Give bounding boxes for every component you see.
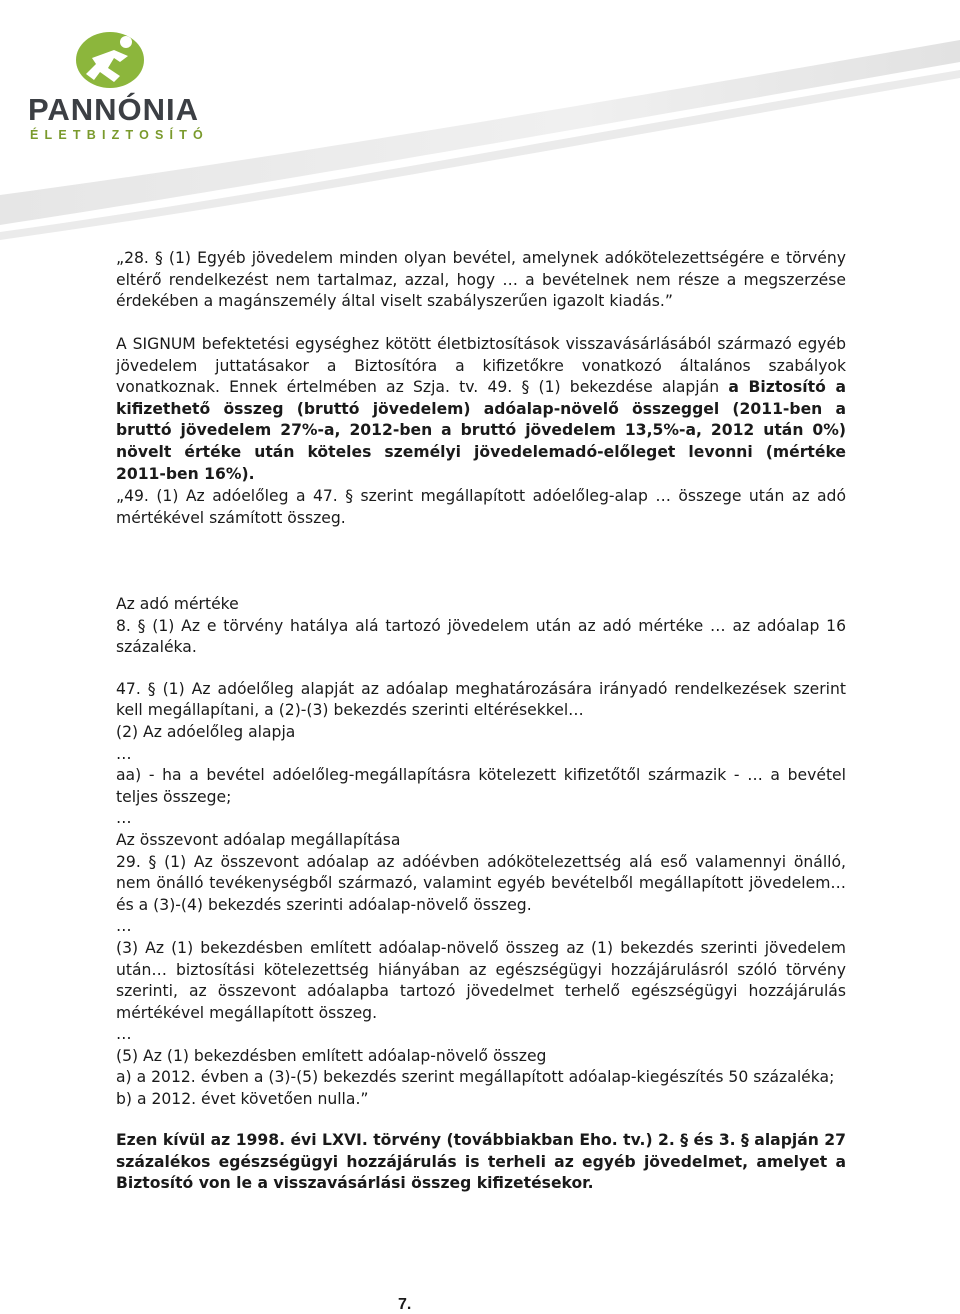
running-figure-icon: [70, 28, 150, 90]
spacer: [116, 659, 846, 679]
logo-subtitle: ÉLETBIZTOSÍTÓ: [30, 128, 209, 142]
item-a: a) a 2012. évben a (3)-(5) bekezdés szerint megállapított adóalap-kiegészítés 50 százaléka;: [116, 1068, 835, 1087]
heading-tax-rate: Az adó mértéke: [116, 595, 239, 613]
page-number: 7.: [398, 1296, 412, 1313]
ellipsis: …: [116, 917, 132, 936]
signum-paragraph: [116, 334, 846, 485]
section-8: 8. § (1) Az e törvény hatálya alá tartozó jövedelem után az adó mértéke … az adóalap 16 százaléka.: [116, 616, 846, 657]
law-excerpt: [116, 594, 846, 1111]
ellipsis: …: [116, 809, 132, 828]
clause-aa: aa) - ha a bevétel adóelőleg-megállapításra kötelezett kifizetőtől származik - … a bevétel teljes összege;: [116, 766, 846, 806]
section-47: 47. § (1) Az adóelőleg alapját az adóalap meghatározására irányadó rendelkezések szerint kell megállapítani, a (2)-(3) bekezdés szerinti eltérésekkel…: [116, 679, 846, 720]
section-29: 29. § (1) Az összevont adóalap az adóévben adókötelezettség alá eső valamennyi önálló, nem önálló tevékenységből származó, valamint egyéb bevételből megállapított jövedelem… és a (3)-(4) bekezdés szerinti adóalap-növelő összeg.: [116, 852, 846, 914]
subsection-5: (5) Az (1) bekezdésben említett adóalap-növelő összeg: [116, 1046, 547, 1065]
signum-paragraph-text: A SIGNUM befektetési egységhez kötött életbiztosítások visszavásárlásából származó egyéb jövedelem juttatásakor a Biztosítóra a kifizetőkre vonatkozó általános szabályok vonatkoznak. Ennek értelmében az Szja. tv. 49. § (1) bekezdése alapján: [116, 335, 846, 397]
subsection-2: (2) Az adóelőleg alapja: [116, 722, 296, 741]
heading-combined-base: Az összevont adóalap megállapítása: [116, 830, 401, 849]
health-contribution-paragraph: [116, 1130, 846, 1195]
ellipsis: …: [116, 744, 132, 763]
logo-wordmark: PANNÓNIA: [28, 92, 200, 127]
item-b: b) a 2012. évet követően nulla.”: [116, 1090, 369, 1109]
subsection-3: (3) Az (1) bekezdésben említett adóalap-növelő összeg az (1) bekezdés szerinti jövedelem után… biztosítási kötelezettség hiányában az egészségügyi hozzájárulásról szóló törvény szerinti, az összevont adóalapba tartozó jövedelmet terhelő egészségügyi hozzájárulás mértékével megállapított összeg.: [116, 938, 846, 1022]
quote-paragraph-49: „49. (1) Az adóelőleg a 47. § szerint megállapított adóelőleg-alap … összege után az adó mértékével számított összeg.: [116, 487, 846, 527]
health-contribution-text: Ezen kívül az 1998. évi LXVI. törvény (továbbiakban Eho. tv.) 2. § és 3. § alapján 27 százalékos egészségügyi hozzájárulás is terheli az egyéb jövedelmet, amelyet a Biztosító von le a visszavásárlási összeg kifizetésekor.: [116, 1131, 846, 1193]
signum-paragraph-bold: a Biztosító a kifizethető összeg (bruttó jövedelem) adóalap-növelő összeggel (2011-ben a bruttó jövedelem 27%-a, 2012-ben a bruttó jövedelem 13,5%-a, 2012 után 0%) növelt értéke után köteles személyi jövedelemadó-előleget levonni (mértéke 2011-ben 16%).: [116, 378, 847, 483]
ellipsis: …: [116, 1025, 132, 1044]
company-logo: [24, 28, 209, 142]
quote-paragraph-28: „28. § (1) Egyéb jövedelem minden olyan bevétel, amelynek adókötelezettségére e törvény eltérő rendelkezést nem tartalmaz, azzal, hogy … a bevételnek nem része a megszerzése érdekében a magánszemély által viselt szabályszerűen igazolt kiadás.”: [116, 249, 846, 311]
